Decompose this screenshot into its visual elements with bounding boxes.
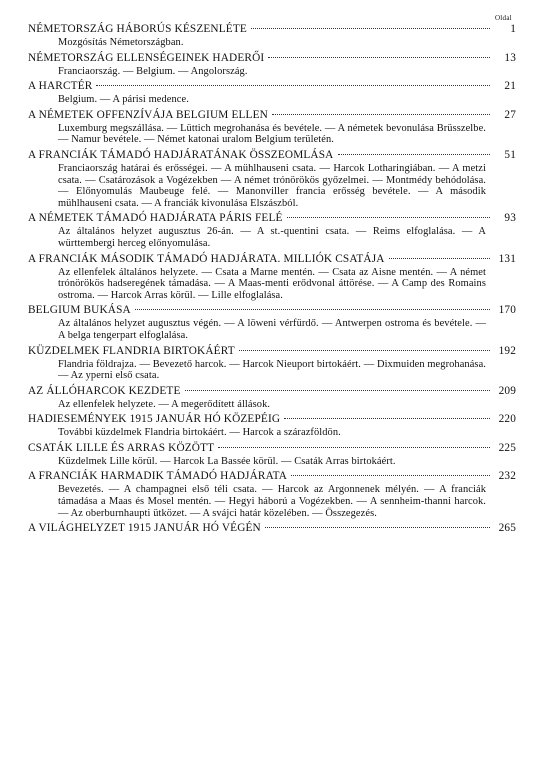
toc-entry bbox=[28, 470, 516, 519]
toc-entry bbox=[28, 345, 516, 382]
toc-entry bbox=[28, 385, 516, 411]
page-number: 27 bbox=[504, 108, 516, 121]
dot-leader bbox=[284, 418, 490, 419]
chapter-title: A NÉMETEK TÁMADÓ HADJÁRATA PÁRIS FELÉ bbox=[28, 212, 283, 225]
chapter-title: NÉMETORSZÁG ELLENSÉGEINEK HADERŐI bbox=[28, 51, 265, 64]
toc-entry-heading bbox=[28, 385, 516, 398]
dot-leader bbox=[389, 258, 490, 259]
chapter-title: A VILÁGHELYZET 1915 JANUÁR HÓ VÉGÉN bbox=[28, 522, 261, 535]
toc-entry bbox=[28, 442, 516, 468]
dot-leader bbox=[239, 350, 490, 351]
toc-list bbox=[28, 23, 516, 535]
dot-leader bbox=[291, 475, 490, 476]
toc-entry-heading bbox=[28, 80, 516, 93]
page-number: 1 bbox=[510, 23, 516, 35]
toc-entry bbox=[28, 522, 516, 535]
page-number: 93 bbox=[504, 212, 516, 225]
chapter-title: A NÉMETEK OFFENZÍVÁJA BELGIUM ELLEN bbox=[28, 108, 268, 121]
page-number: 225 bbox=[498, 441, 516, 454]
chapter-summary: Franciaország határai és erősségei. — A mühlhauseni csata. — Harcok Lotharingiában. — A metzi csata. — Csatározások a Vogézekben — A német trónörökös győzelmei. — Montmédy behódolása. — Előnyomulás Maubeuge felé. — Manonviller francia erősség bevétele. — A második mühlhauseni csata. — A franciák kivonulása Elszászból. bbox=[58, 162, 486, 209]
page-number: 232 bbox=[498, 470, 516, 483]
chapter-title: A FRANCIÁK HARMADIK TÁMADÓ HADJÁRATA bbox=[28, 470, 288, 483]
toc-entry bbox=[28, 23, 516, 49]
chapter-summary: Az ellenfelek általános helyzete. — Csata a Marne mentén. — Csata az Aisne mentén. — A német trónörökös hadseregének támadása. — A Maas-menti erődvonal áttörése. — A Camp des Romains ostroma. — Harcok Arras körül. — Lille elfoglalása. bbox=[58, 266, 486, 301]
page-number: 192 bbox=[498, 344, 516, 357]
toc-entry bbox=[28, 253, 516, 302]
toc-entry bbox=[28, 212, 516, 249]
dot-leader bbox=[272, 114, 490, 115]
toc-entry-heading bbox=[28, 413, 516, 426]
toc-entry bbox=[28, 149, 516, 209]
chapter-title: A FRANCIÁK MÁSODIK TÁMADÓ HADJÁRATA. MILLIÓK CSATÁJA bbox=[28, 252, 385, 265]
chapter-title: BELGIUM BUKÁSA bbox=[28, 304, 131, 317]
dot-leader bbox=[287, 217, 490, 218]
chapter-title: KÜZDELMEK FLANDRIA BIRTOKÁÉRT bbox=[28, 344, 235, 357]
toc-entry-heading bbox=[28, 52, 516, 65]
chapter-summary: Franciaország. — Belgium. — Angolország. bbox=[58, 65, 248, 77]
chapter-title: HADIESEMÉNYEK 1915 JANUÁR HÓ KÖZEPÉIG bbox=[28, 413, 281, 426]
dot-leader bbox=[218, 447, 490, 448]
chapter-summary: Az ellenfelek helyzete. — A megerődített állások. bbox=[58, 398, 271, 410]
toc-entry-heading bbox=[28, 470, 516, 483]
toc-entry-heading bbox=[28, 149, 516, 162]
toc-entry bbox=[28, 304, 516, 341]
dot-leader bbox=[268, 57, 490, 58]
toc-entry bbox=[28, 52, 516, 78]
chapter-summary: Az általános helyzet augusztus végén. — A löweni vérfürdő. — Antwerpen ostroma és bevétele. — A belga tengerpart elfoglalása. bbox=[58, 318, 486, 341]
dot-leader bbox=[265, 527, 490, 528]
toc-entry-heading bbox=[28, 442, 516, 455]
toc-entry-heading bbox=[28, 522, 516, 535]
dot-leader bbox=[251, 28, 490, 29]
page-number: 220 bbox=[498, 413, 516, 426]
page-number: 13 bbox=[504, 51, 516, 64]
toc-entry bbox=[28, 109, 516, 146]
toc-entry-heading bbox=[28, 212, 516, 225]
chapter-title: NÉMETORSZÁG HÁBORÚS KÉSZENLÉTE bbox=[28, 23, 247, 35]
table-of-contents bbox=[28, 14, 516, 535]
toc-entry-heading bbox=[28, 304, 516, 317]
chapter-summary: Az általános helyzet augusztus 26-án. — A st.-quentini csata. — Reims elfoglalása. — A württembergi herceg előnyomulása. bbox=[58, 226, 486, 249]
toc-entry-heading bbox=[28, 23, 516, 36]
toc-entry-heading bbox=[28, 253, 516, 266]
toc-entry-heading bbox=[28, 109, 516, 122]
chapter-summary: Luxemburg megszállása. — Lüttich megrohanása és bevétele. — A németek bevonulása Brüsszelbe. — Namur bevétele. — Német katonai uralom Belgium területén. bbox=[58, 122, 486, 146]
page-number: 51 bbox=[504, 148, 516, 161]
page-column-label: Oldal bbox=[494, 14, 512, 22]
toc-entry bbox=[28, 80, 516, 106]
page-number: 21 bbox=[504, 80, 516, 93]
dot-leader bbox=[96, 85, 490, 86]
chapter-title: A FRANCIÁK TÁMADÓ HADJÁRATÁNAK ÖSSZEOMLÁSA bbox=[28, 148, 334, 161]
chapter-summary: További küzdelmek Flandria birtokáért. — Harcok a szárazföldön. bbox=[58, 427, 341, 439]
chapter-summary: Küzdelmek Lille körül. — Harcok La Bassée körül. — Csaták Arras birtokáért. bbox=[58, 455, 396, 467]
chapter-title: CSATÁK LILLE ÉS ARRAS KÖZÖTT bbox=[28, 441, 215, 454]
dot-leader bbox=[338, 154, 491, 155]
chapter-title: AZ ÁLLÓHARCOK KEZDETE bbox=[28, 384, 181, 397]
chapter-summary: Belgium. — A párisi medence. bbox=[58, 94, 189, 106]
chapter-summary: Mozgósítás Németországban. bbox=[58, 37, 184, 48]
chapter-title: A HARCTÉR bbox=[28, 80, 93, 93]
toc-entry bbox=[28, 413, 516, 439]
chapter-summary: Bevezetés. — A champagnei első téli csata. — Harcok az Argonnenek mélyén. — A franciák támadása a Maas és Mosel mentén. — Hegyi háború a Vogézekben. — A sennheim-thanni harcok. — Az oberburnhaupti ütközet. — A svájci határ közelében. — Összegezés. bbox=[58, 484, 486, 519]
dot-leader bbox=[185, 390, 491, 391]
dot-leader bbox=[135, 309, 490, 310]
chapter-summary: Flandria földrajza. — Bevezető harcok. — Harcok Nieuport birtokáért. — Dixmuiden megrohanása. — Az yperni első csata. bbox=[58, 358, 486, 382]
page-number: 170 bbox=[498, 304, 516, 317]
toc-entry-heading bbox=[28, 345, 516, 358]
page-number: 209 bbox=[498, 384, 516, 397]
page-number: 265 bbox=[498, 522, 516, 535]
page-number: 131 bbox=[498, 252, 516, 265]
